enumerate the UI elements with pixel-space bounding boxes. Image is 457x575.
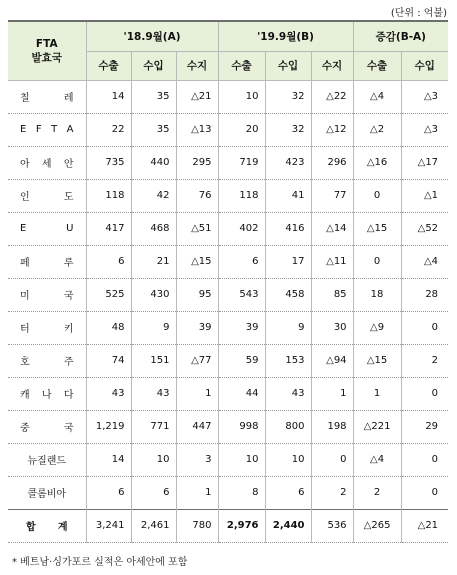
cell-di: △4	[423, 256, 439, 267]
country-name	[8, 212, 86, 245]
cell-de: 0	[353, 245, 401, 278]
country-char: 뉴질랜드	[27, 456, 67, 467]
cell-i2: 800	[265, 410, 311, 443]
cell-i1: 468	[131, 212, 176, 245]
footnote: * 베트남·싱가포르 실적은 아세안에 포함	[12, 557, 188, 568]
cell-i1: 151	[131, 344, 176, 377]
table-row	[8, 278, 448, 311]
table-row	[8, 377, 448, 410]
table-row	[8, 80, 448, 113]
header-period-2: '19.9월(B)	[218, 21, 353, 51]
cell-di: 2	[431, 355, 439, 366]
country-char: 다	[63, 390, 74, 401]
cell-b1: 1	[176, 476, 218, 509]
cell-e2: 39	[218, 311, 265, 344]
cell-e2: 6	[218, 245, 265, 278]
cell-e1: 417	[86, 212, 131, 245]
cell-b2: △11	[311, 245, 353, 278]
country-char: 페	[20, 258, 30, 269]
country-char: 콜롬비아	[27, 489, 67, 500]
cell-e2: 59	[218, 344, 265, 377]
table-row	[8, 410, 448, 443]
country-label-wrap	[8, 419, 86, 434]
cell-b2: 77	[311, 179, 353, 212]
country-name	[8, 146, 86, 179]
header-import-change: 수입	[414, 60, 435, 72]
cell-de: △15	[353, 344, 401, 377]
cell-e2: 543	[218, 278, 265, 311]
cell-de: △221	[353, 410, 401, 443]
cell-e1: 6	[86, 245, 131, 278]
cell-di: △3	[423, 91, 439, 102]
country-char: 주	[63, 357, 74, 368]
table-row	[8, 212, 448, 245]
country-char: 레	[63, 93, 74, 104]
country-label-wrap	[8, 518, 86, 533]
cell-di: 0	[431, 454, 439, 465]
country-name	[8, 344, 86, 377]
cell-di: 0	[431, 322, 439, 333]
cell-b1: 3	[176, 443, 218, 476]
country-char: 캐	[20, 390, 30, 401]
cell-b1: △21	[176, 80, 218, 113]
country-name	[8, 179, 86, 212]
cell-i2: 9	[265, 311, 311, 344]
country-name	[8, 476, 86, 509]
country-name	[8, 311, 86, 344]
table-row	[8, 443, 448, 476]
country-char: 아	[20, 159, 30, 170]
cell-de: 18	[353, 278, 401, 311]
cell-e1: 3,241	[86, 509, 131, 542]
cell-e2: 10	[218, 443, 265, 476]
total-label	[8, 509, 86, 542]
cell-b2: 0	[311, 443, 353, 476]
cell-de: △16	[353, 146, 401, 179]
cell-i2: 32	[265, 80, 311, 113]
country-char: 중	[20, 423, 30, 434]
cell-b2: △12	[311, 113, 353, 146]
country-label-wrap	[8, 89, 86, 104]
cell-b2: 30	[311, 311, 353, 344]
country-char: 루	[63, 258, 74, 269]
country-char: A	[66, 124, 74, 135]
cell-b2: △14	[311, 212, 353, 245]
cell-i1: 35	[131, 80, 176, 113]
cell-i1: 2,461	[131, 509, 176, 542]
cell-de: △265	[353, 509, 401, 542]
fta-trade-table	[8, 20, 448, 543]
header-fta-partner: FTA 발효국	[8, 21, 86, 80]
cell-i1: 9	[131, 311, 176, 344]
country-label-wrap	[8, 254, 86, 269]
header-balance-2: 수지	[311, 51, 353, 80]
header-export-change: 수출	[353, 51, 401, 80]
cell-b2: 296	[311, 146, 353, 179]
cell-b1: 295	[176, 146, 218, 179]
country-char: 미	[20, 291, 30, 302]
cell-di: 0	[431, 388, 439, 399]
cell-e1: 43	[86, 377, 131, 410]
cell-de: △2	[353, 113, 401, 146]
cell-i2: 10	[265, 443, 311, 476]
country-char: 키	[63, 324, 74, 335]
cell-i2: 416	[265, 212, 311, 245]
cell-i1: 43	[131, 377, 176, 410]
header-change: 증감(B-A)	[375, 30, 426, 43]
table-row	[8, 311, 448, 344]
cell-b2: 2	[311, 476, 353, 509]
country-name	[8, 80, 86, 113]
cell-e2: 719	[218, 146, 265, 179]
cell-e1: 74	[86, 344, 131, 377]
country-char: F	[35, 124, 42, 135]
cell-b1: △51	[176, 212, 218, 245]
cell-i2: 6	[265, 476, 311, 509]
total-row	[8, 509, 448, 542]
country-label-wrap	[8, 485, 86, 500]
cell-e2: 10	[218, 80, 265, 113]
cell-di: △21	[417, 520, 439, 531]
cell-e1: 48	[86, 311, 131, 344]
cell-b1: 39	[176, 311, 218, 344]
cell-e1: 735	[86, 146, 131, 179]
cell-i1: 21	[131, 245, 176, 278]
cell-de: △4	[353, 443, 401, 476]
cell-i1: 440	[131, 146, 176, 179]
cell-i2: 153	[265, 344, 311, 377]
table-row	[8, 179, 448, 212]
cell-b1: 447	[176, 410, 218, 443]
cell-e2: 118	[218, 179, 265, 212]
header-import-2: 수입	[265, 51, 311, 80]
country-char: 호	[20, 357, 30, 368]
cell-de: △15	[353, 212, 401, 245]
cell-b1: △77	[176, 344, 218, 377]
country-name	[8, 377, 86, 410]
country-char: T	[51, 124, 58, 135]
cell-i2: 43	[265, 377, 311, 410]
country-char: U	[66, 223, 74, 234]
table-row	[8, 476, 448, 509]
country-char: 국	[63, 423, 74, 434]
header-import-1: 수입	[131, 51, 176, 80]
cell-e1: 525	[86, 278, 131, 311]
country-char: E	[20, 124, 27, 135]
cell-b2: 85	[311, 278, 353, 311]
country-char: 계	[57, 522, 68, 533]
country-label-wrap	[8, 124, 86, 135]
cell-i1: 42	[131, 179, 176, 212]
country-char: 나	[41, 390, 52, 401]
country-name	[8, 245, 86, 278]
cell-b1: △15	[176, 245, 218, 278]
unit-label: (단위 : 억불)	[390, 8, 447, 19]
cell-e1: 14	[86, 443, 131, 476]
cell-i2: 41	[265, 179, 311, 212]
cell-b1: 1	[176, 377, 218, 410]
cell-e2: 998	[218, 410, 265, 443]
cell-i2: 423	[265, 146, 311, 179]
cell-di: △3	[423, 124, 439, 135]
cell-i1: 771	[131, 410, 176, 443]
cell-b2: △94	[311, 344, 353, 377]
country-name	[8, 278, 86, 311]
country-char: 세	[41, 159, 52, 170]
country-name	[8, 443, 86, 476]
cell-e2: 20	[218, 113, 265, 146]
cell-di: 28	[425, 289, 439, 300]
cell-b1: 780	[176, 509, 218, 542]
table-row	[8, 344, 448, 377]
country-label-wrap	[8, 353, 86, 368]
header-export-2: 수출	[218, 51, 265, 80]
cell-di: △52	[417, 223, 439, 234]
country-char: 안	[63, 159, 74, 170]
table-row	[8, 245, 448, 278]
country-name	[8, 410, 86, 443]
cell-di: 0	[431, 487, 439, 498]
header-export-1: 수출	[86, 51, 131, 80]
country-char: E	[20, 223, 27, 234]
country-char: 터	[20, 324, 30, 335]
country-char: 인	[20, 192, 30, 203]
cell-e2: 8	[218, 476, 265, 509]
cell-b2: 198	[311, 410, 353, 443]
cell-i2: 32	[265, 113, 311, 146]
cell-b2: △22	[311, 80, 353, 113]
country-label-wrap	[8, 223, 86, 234]
country-label-wrap	[8, 188, 86, 203]
cell-di: 29	[425, 421, 439, 432]
cell-de: 1	[353, 377, 401, 410]
cell-i1: 10	[131, 443, 176, 476]
cell-i2: 2,440	[265, 509, 311, 542]
cell-e1: 118	[86, 179, 131, 212]
country-label-wrap	[8, 320, 86, 335]
cell-de: 0	[353, 179, 401, 212]
country-name	[8, 113, 86, 146]
cell-b2: 536	[311, 509, 353, 542]
table-row	[8, 146, 448, 179]
country-label-wrap	[8, 155, 86, 170]
country-char: 칠	[20, 93, 30, 104]
cell-b2: 1	[311, 377, 353, 410]
cell-e1: 1,219	[86, 410, 131, 443]
country-char: 국	[63, 291, 74, 302]
country-label-wrap	[8, 287, 86, 302]
cell-de: △4	[353, 80, 401, 113]
cell-di: △1	[423, 190, 439, 201]
country-char: 합	[26, 522, 36, 533]
cell-e2: 2,976	[218, 509, 265, 542]
cell-de: △9	[353, 311, 401, 344]
header-balance-1: 수지	[176, 51, 218, 80]
cell-di: △17	[417, 157, 439, 168]
cell-de: 2	[353, 476, 401, 509]
cell-e1: 22	[86, 113, 131, 146]
country-char: 도	[63, 192, 74, 203]
cell-e2: 44	[218, 377, 265, 410]
cell-i2: 458	[265, 278, 311, 311]
table-row	[8, 113, 448, 146]
cell-b1: 95	[176, 278, 218, 311]
header-period-1: '18.9월(A)	[86, 21, 218, 51]
country-label-wrap	[8, 386, 86, 401]
cell-i2: 17	[265, 245, 311, 278]
cell-e1: 14	[86, 80, 131, 113]
cell-i1: 430	[131, 278, 176, 311]
cell-i1: 6	[131, 476, 176, 509]
cell-e1: 6	[86, 476, 131, 509]
cell-e2: 402	[218, 212, 265, 245]
cell-b1: △13	[176, 113, 218, 146]
cell-i1: 35	[131, 113, 176, 146]
country-label-wrap	[8, 452, 86, 467]
cell-b1: 76	[176, 179, 218, 212]
